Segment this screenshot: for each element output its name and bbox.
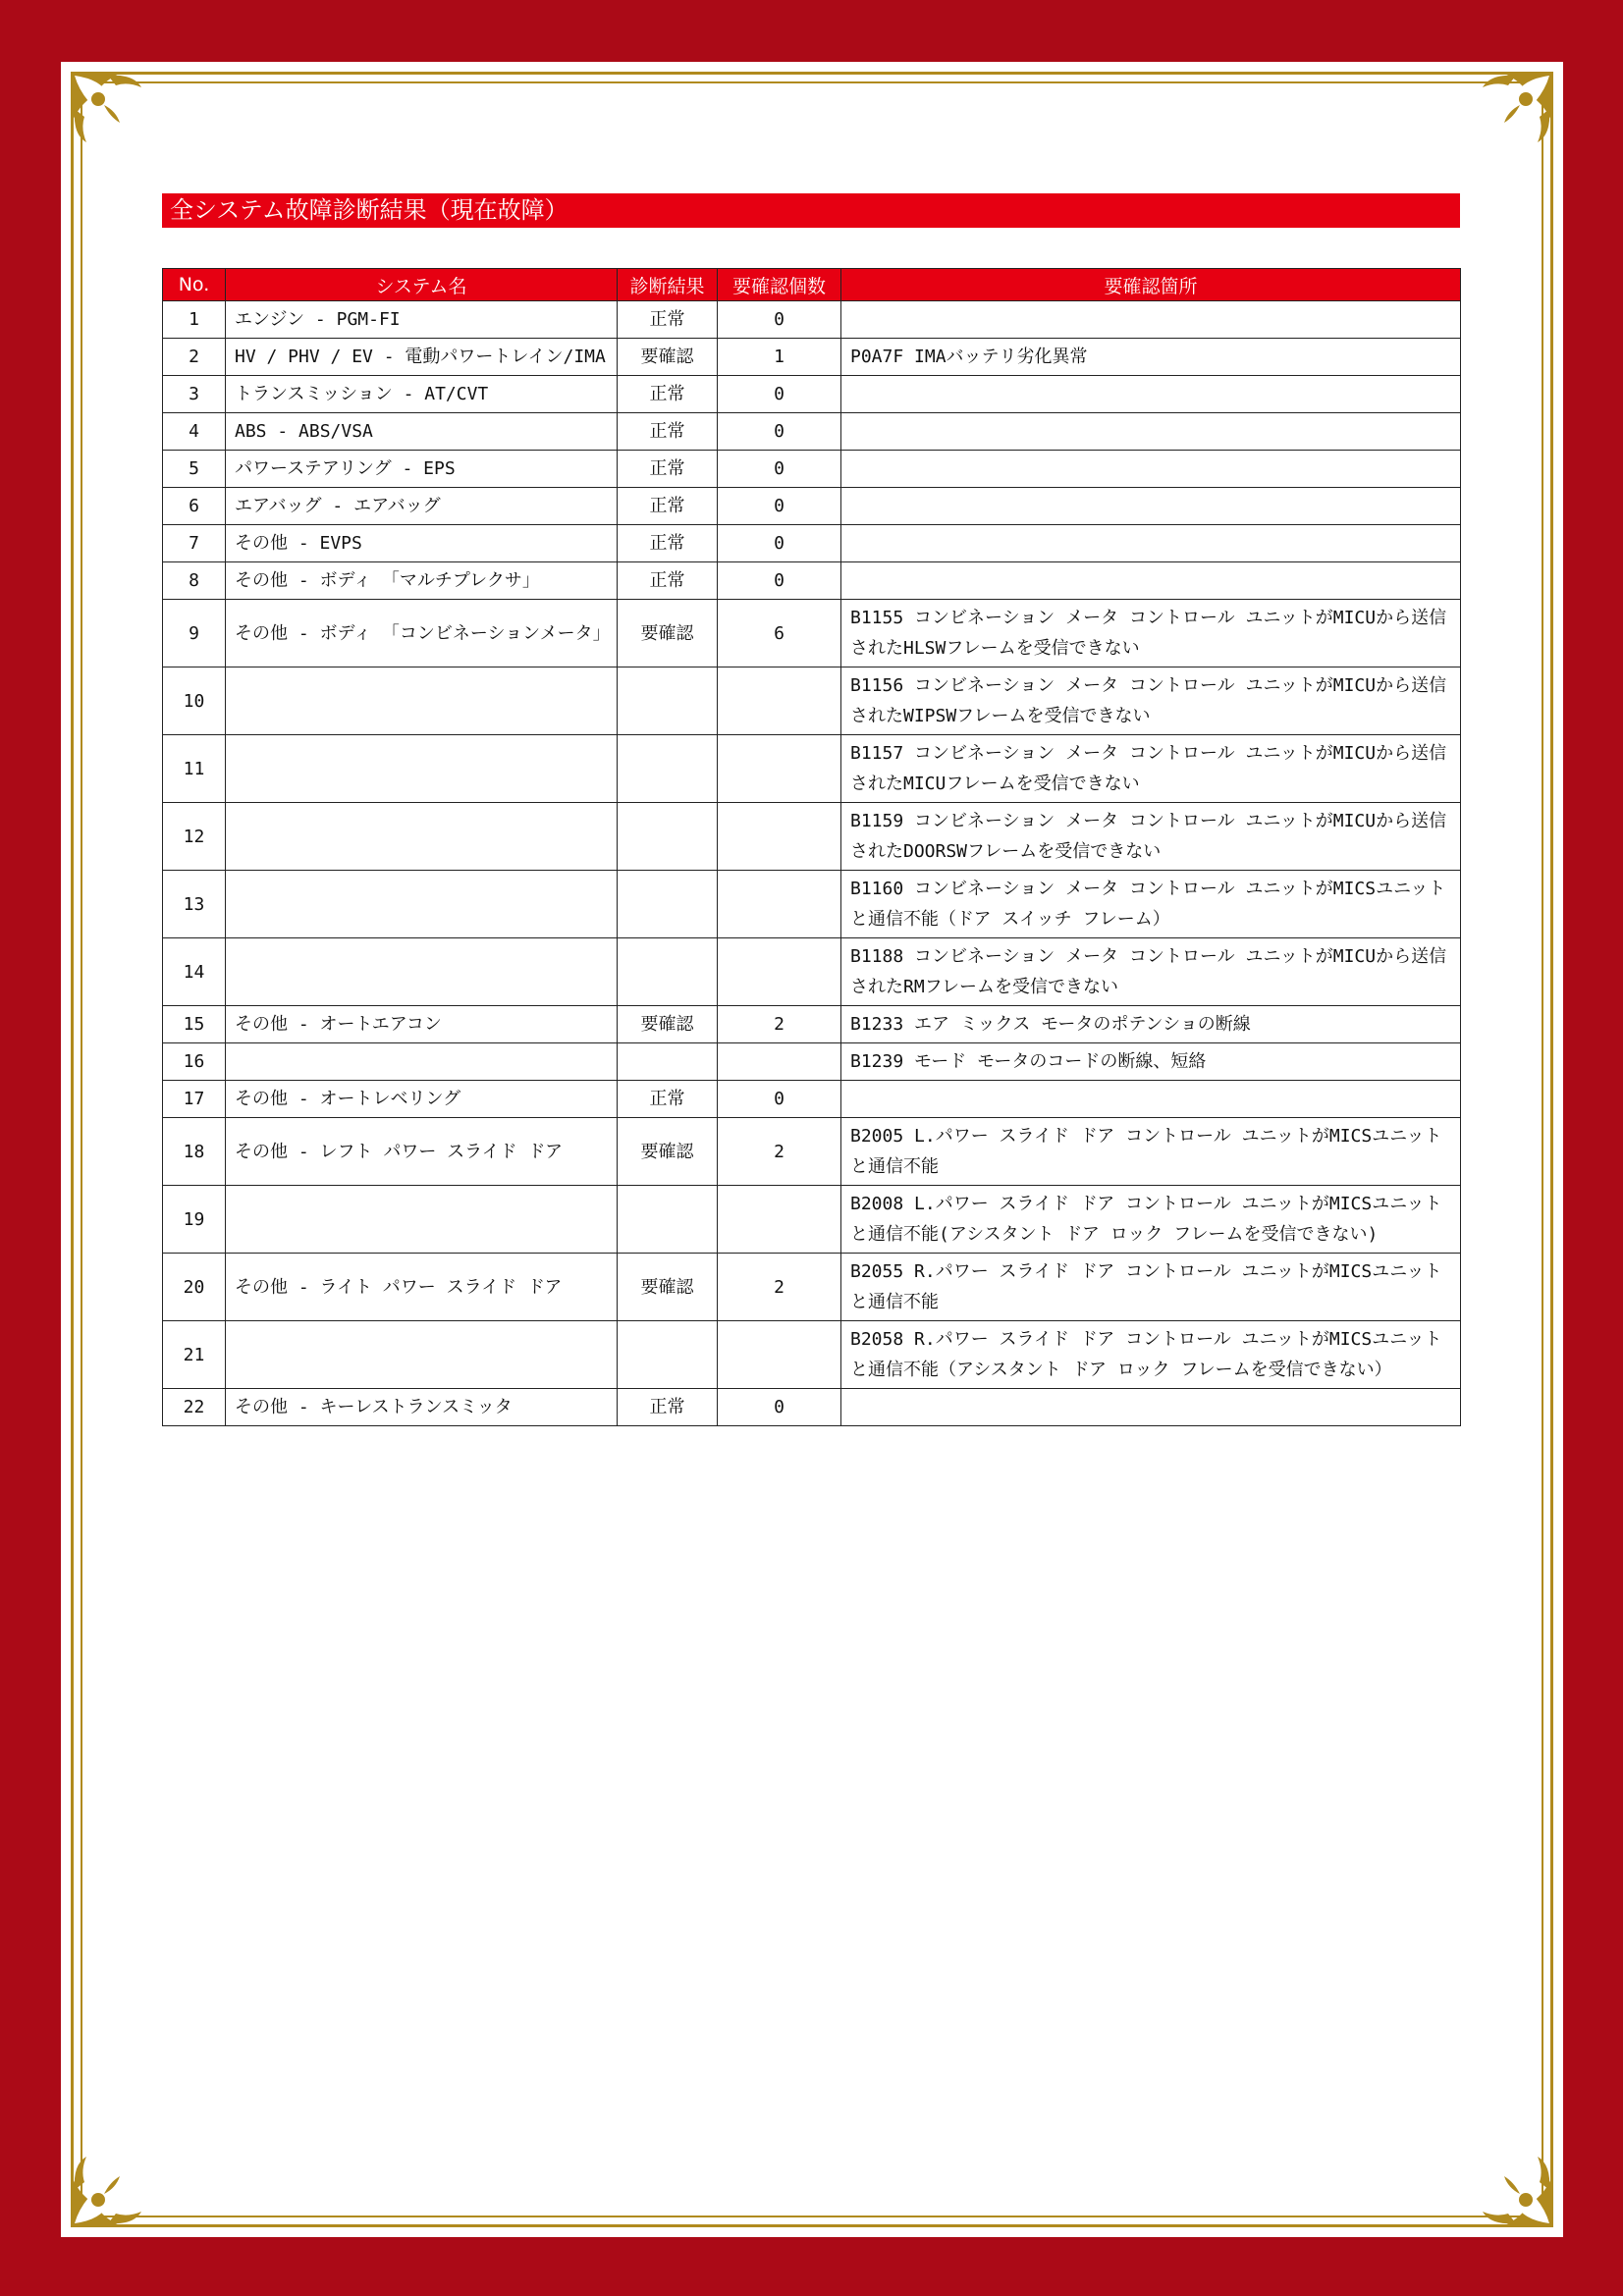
cell-system-name: その他 - レフト パワー スライド ドア (226, 1118, 618, 1186)
cell-check-location: B1157 コンビネーション メータ コントロール ユニットがMICUから送信されたMICUフレームを受信できない (841, 735, 1461, 803)
cell-no: 6 (163, 488, 226, 525)
table-row (163, 301, 1461, 339)
cell-check-count: 0 (718, 525, 841, 562)
table-row (163, 735, 1461, 803)
cell-diagnosis-result (618, 1186, 718, 1254)
cell-check-location: B1188 コンビネーション メータ コントロール ユニットがMICUから送信されたRMフレームを受信できない (841, 938, 1461, 1006)
cell-system-name: その他 - オートエアコン (226, 1006, 618, 1043)
cell-check-location (841, 301, 1461, 339)
table-row (163, 938, 1461, 1006)
cell-check-location: B2008 L.パワー スライド ドア コントロール ユニットがMICSユニットと通信不能(アシスタント ドア ロック フレームを受信できない) (841, 1186, 1461, 1254)
gold-corner-ornament-icon (65, 2143, 155, 2233)
cell-system-name (226, 735, 618, 803)
cell-no: 19 (163, 1186, 226, 1254)
cell-no: 3 (163, 376, 226, 413)
column-header-result: 診断結果 (618, 269, 718, 301)
cell-system-name: HV / PHV / EV - 電動パワートレイン/IMA (226, 339, 618, 376)
cell-check-location (841, 562, 1461, 600)
cell-diagnosis-result: 正常 (618, 488, 718, 525)
cell-check-count: 6 (718, 600, 841, 667)
gold-corner-ornament-icon (65, 66, 155, 156)
cell-check-count (718, 871, 841, 938)
cell-check-location: B1160 コンビネーション メータ コントロール ユニットがMICSユニットと通信不能（ドア スイッチ フレーム） (841, 871, 1461, 938)
cell-no: 10 (163, 667, 226, 735)
cell-check-count: 0 (718, 376, 841, 413)
cell-check-location (841, 525, 1461, 562)
cell-check-count (718, 735, 841, 803)
table-row (163, 1043, 1461, 1081)
cell-diagnosis-result: 正常 (618, 1081, 718, 1118)
column-header-location: 要確認箇所 (841, 269, 1461, 301)
cell-check-location (841, 376, 1461, 413)
cell-system-name: その他 - EVPS (226, 525, 618, 562)
cell-no: 22 (163, 1389, 226, 1426)
table-row (163, 376, 1461, 413)
cell-system-name (226, 1321, 618, 1389)
cell-diagnosis-result (618, 1043, 718, 1081)
cell-check-location (841, 413, 1461, 451)
cell-diagnosis-result: 正常 (618, 1389, 718, 1426)
cell-diagnosis-result: 要確認 (618, 1006, 718, 1043)
table-row (163, 1254, 1461, 1321)
column-header-count: 要確認個数 (718, 269, 841, 301)
table-row (163, 1389, 1461, 1426)
cell-no: 11 (163, 735, 226, 803)
cell-system-name: エアバッグ - エアバッグ (226, 488, 618, 525)
cell-no: 16 (163, 1043, 226, 1081)
table-row (163, 1006, 1461, 1043)
diagnosis-table (162, 268, 1461, 1426)
report-page (61, 62, 1563, 2237)
cell-no: 5 (163, 451, 226, 488)
cell-check-count: 0 (718, 488, 841, 525)
cell-check-location: B1239 モード モータのコードの断線、短絡 (841, 1043, 1461, 1081)
cell-diagnosis-result (618, 803, 718, 871)
cell-system-name: エンジン - PGM-FI (226, 301, 618, 339)
cell-check-location (841, 1389, 1461, 1426)
cell-check-location: P0A7F IMAバッテリ劣化異常 (841, 339, 1461, 376)
cell-system-name: その他 - ライト パワー スライド ドア (226, 1254, 618, 1321)
cell-check-count (718, 1321, 841, 1389)
cell-check-count: 0 (718, 562, 841, 600)
cell-diagnosis-result: 要確認 (618, 1254, 718, 1321)
table-header-row (163, 269, 1461, 301)
table-row (163, 803, 1461, 871)
cell-system-name (226, 1043, 618, 1081)
cell-system-name: その他 - ボディ 「マルチプレクサ」 (226, 562, 618, 600)
cell-no: 20 (163, 1254, 226, 1321)
cell-no: 9 (163, 600, 226, 667)
cell-no: 21 (163, 1321, 226, 1389)
table-row (163, 339, 1461, 376)
cell-diagnosis-result: 正常 (618, 376, 718, 413)
cell-check-count: 0 (718, 1389, 841, 1426)
cell-no: 13 (163, 871, 226, 938)
table-row (163, 562, 1461, 600)
cell-diagnosis-result (618, 1321, 718, 1389)
cell-diagnosis-result: 要確認 (618, 600, 718, 667)
cell-check-count: 2 (718, 1118, 841, 1186)
cell-diagnosis-result (618, 938, 718, 1006)
cell-diagnosis-result: 正常 (618, 562, 718, 600)
cell-no: 15 (163, 1006, 226, 1043)
cell-check-count (718, 667, 841, 735)
cell-check-location: B2058 R.パワー スライド ドア コントロール ユニットがMICSユニットと通信不能（アシスタント ドア ロック フレームを受信できない） (841, 1321, 1461, 1389)
cell-check-location: B1156 コンビネーション メータ コントロール ユニットがMICUから送信されたWIPSWフレームを受信できない (841, 667, 1461, 735)
cell-no: 18 (163, 1118, 226, 1186)
cell-check-count (718, 803, 841, 871)
cell-no: 4 (163, 413, 226, 451)
cell-system-name (226, 667, 618, 735)
cell-system-name: パワーステアリング - EPS (226, 451, 618, 488)
cell-check-location: B1233 エア ミックス モータのポテンショの断線 (841, 1006, 1461, 1043)
cell-check-location: B2005 L.パワー スライド ドア コントロール ユニットがMICSユニットと通信不能 (841, 1118, 1461, 1186)
cell-check-location: B2055 R.パワー スライド ドア コントロール ユニットがMICSユニットと通信不能 (841, 1254, 1461, 1321)
table-row (163, 488, 1461, 525)
gold-corner-ornament-icon (1469, 66, 1559, 156)
column-header-system: システム名 (226, 269, 618, 301)
cell-system-name (226, 1186, 618, 1254)
cell-no: 1 (163, 301, 226, 339)
cell-system-name: その他 - オートレベリング (226, 1081, 618, 1118)
table-row (163, 667, 1461, 735)
cell-check-count: 0 (718, 1081, 841, 1118)
cell-no: 8 (163, 562, 226, 600)
cell-no: 17 (163, 1081, 226, 1118)
cell-check-location (841, 1081, 1461, 1118)
cell-system-name: ABS - ABS/VSA (226, 413, 618, 451)
table-row (163, 1118, 1461, 1186)
table-row (163, 413, 1461, 451)
table-row (163, 525, 1461, 562)
cell-no: 12 (163, 803, 226, 871)
cell-system-name (226, 803, 618, 871)
cell-check-location: B1159 コンビネーション メータ コントロール ユニットがMICUから送信されたDOORSWフレームを受信できない (841, 803, 1461, 871)
cell-diagnosis-result (618, 735, 718, 803)
cell-check-count: 2 (718, 1254, 841, 1321)
table-row (163, 1321, 1461, 1389)
cell-check-count: 2 (718, 1006, 841, 1043)
cell-system-name (226, 938, 618, 1006)
cell-no: 7 (163, 525, 226, 562)
cell-no: 14 (163, 938, 226, 1006)
table-row (163, 871, 1461, 938)
cell-diagnosis-result (618, 667, 718, 735)
cell-check-count: 0 (718, 413, 841, 451)
cell-diagnosis-result: 要確認 (618, 339, 718, 376)
table-row (163, 600, 1461, 667)
cell-diagnosis-result: 正常 (618, 525, 718, 562)
cell-system-name: その他 - ボディ 「コンビネーションメータ」 (226, 600, 618, 667)
cell-diagnosis-result: 要確認 (618, 1118, 718, 1186)
column-header-no: No. (163, 269, 226, 301)
cell-check-count (718, 1186, 841, 1254)
cell-system-name (226, 871, 618, 938)
section-title: 全システム故障診断結果（現在故障） (162, 193, 1460, 228)
cell-check-count (718, 1043, 841, 1081)
cell-check-count: 0 (718, 301, 841, 339)
table-row (163, 451, 1461, 488)
table-row (163, 1081, 1461, 1118)
cell-check-count: 1 (718, 339, 841, 376)
cell-system-name: その他 - キーレストランスミッタ (226, 1389, 618, 1426)
cell-diagnosis-result (618, 871, 718, 938)
cell-diagnosis-result: 正常 (618, 413, 718, 451)
cell-no: 2 (163, 339, 226, 376)
cell-check-count: 0 (718, 451, 841, 488)
cell-diagnosis-result: 正常 (618, 451, 718, 488)
gold-corner-ornament-icon (1469, 2143, 1559, 2233)
cell-system-name: トランスミッション - AT/CVT (226, 376, 618, 413)
table-row (163, 1186, 1461, 1254)
cell-check-location: B1155 コンビネーション メータ コントロール ユニットがMICUから送信されたHLSWフレームを受信できない (841, 600, 1461, 667)
cell-diagnosis-result: 正常 (618, 301, 718, 339)
cell-check-count (718, 938, 841, 1006)
cell-check-location (841, 488, 1461, 525)
cell-check-location (841, 451, 1461, 488)
